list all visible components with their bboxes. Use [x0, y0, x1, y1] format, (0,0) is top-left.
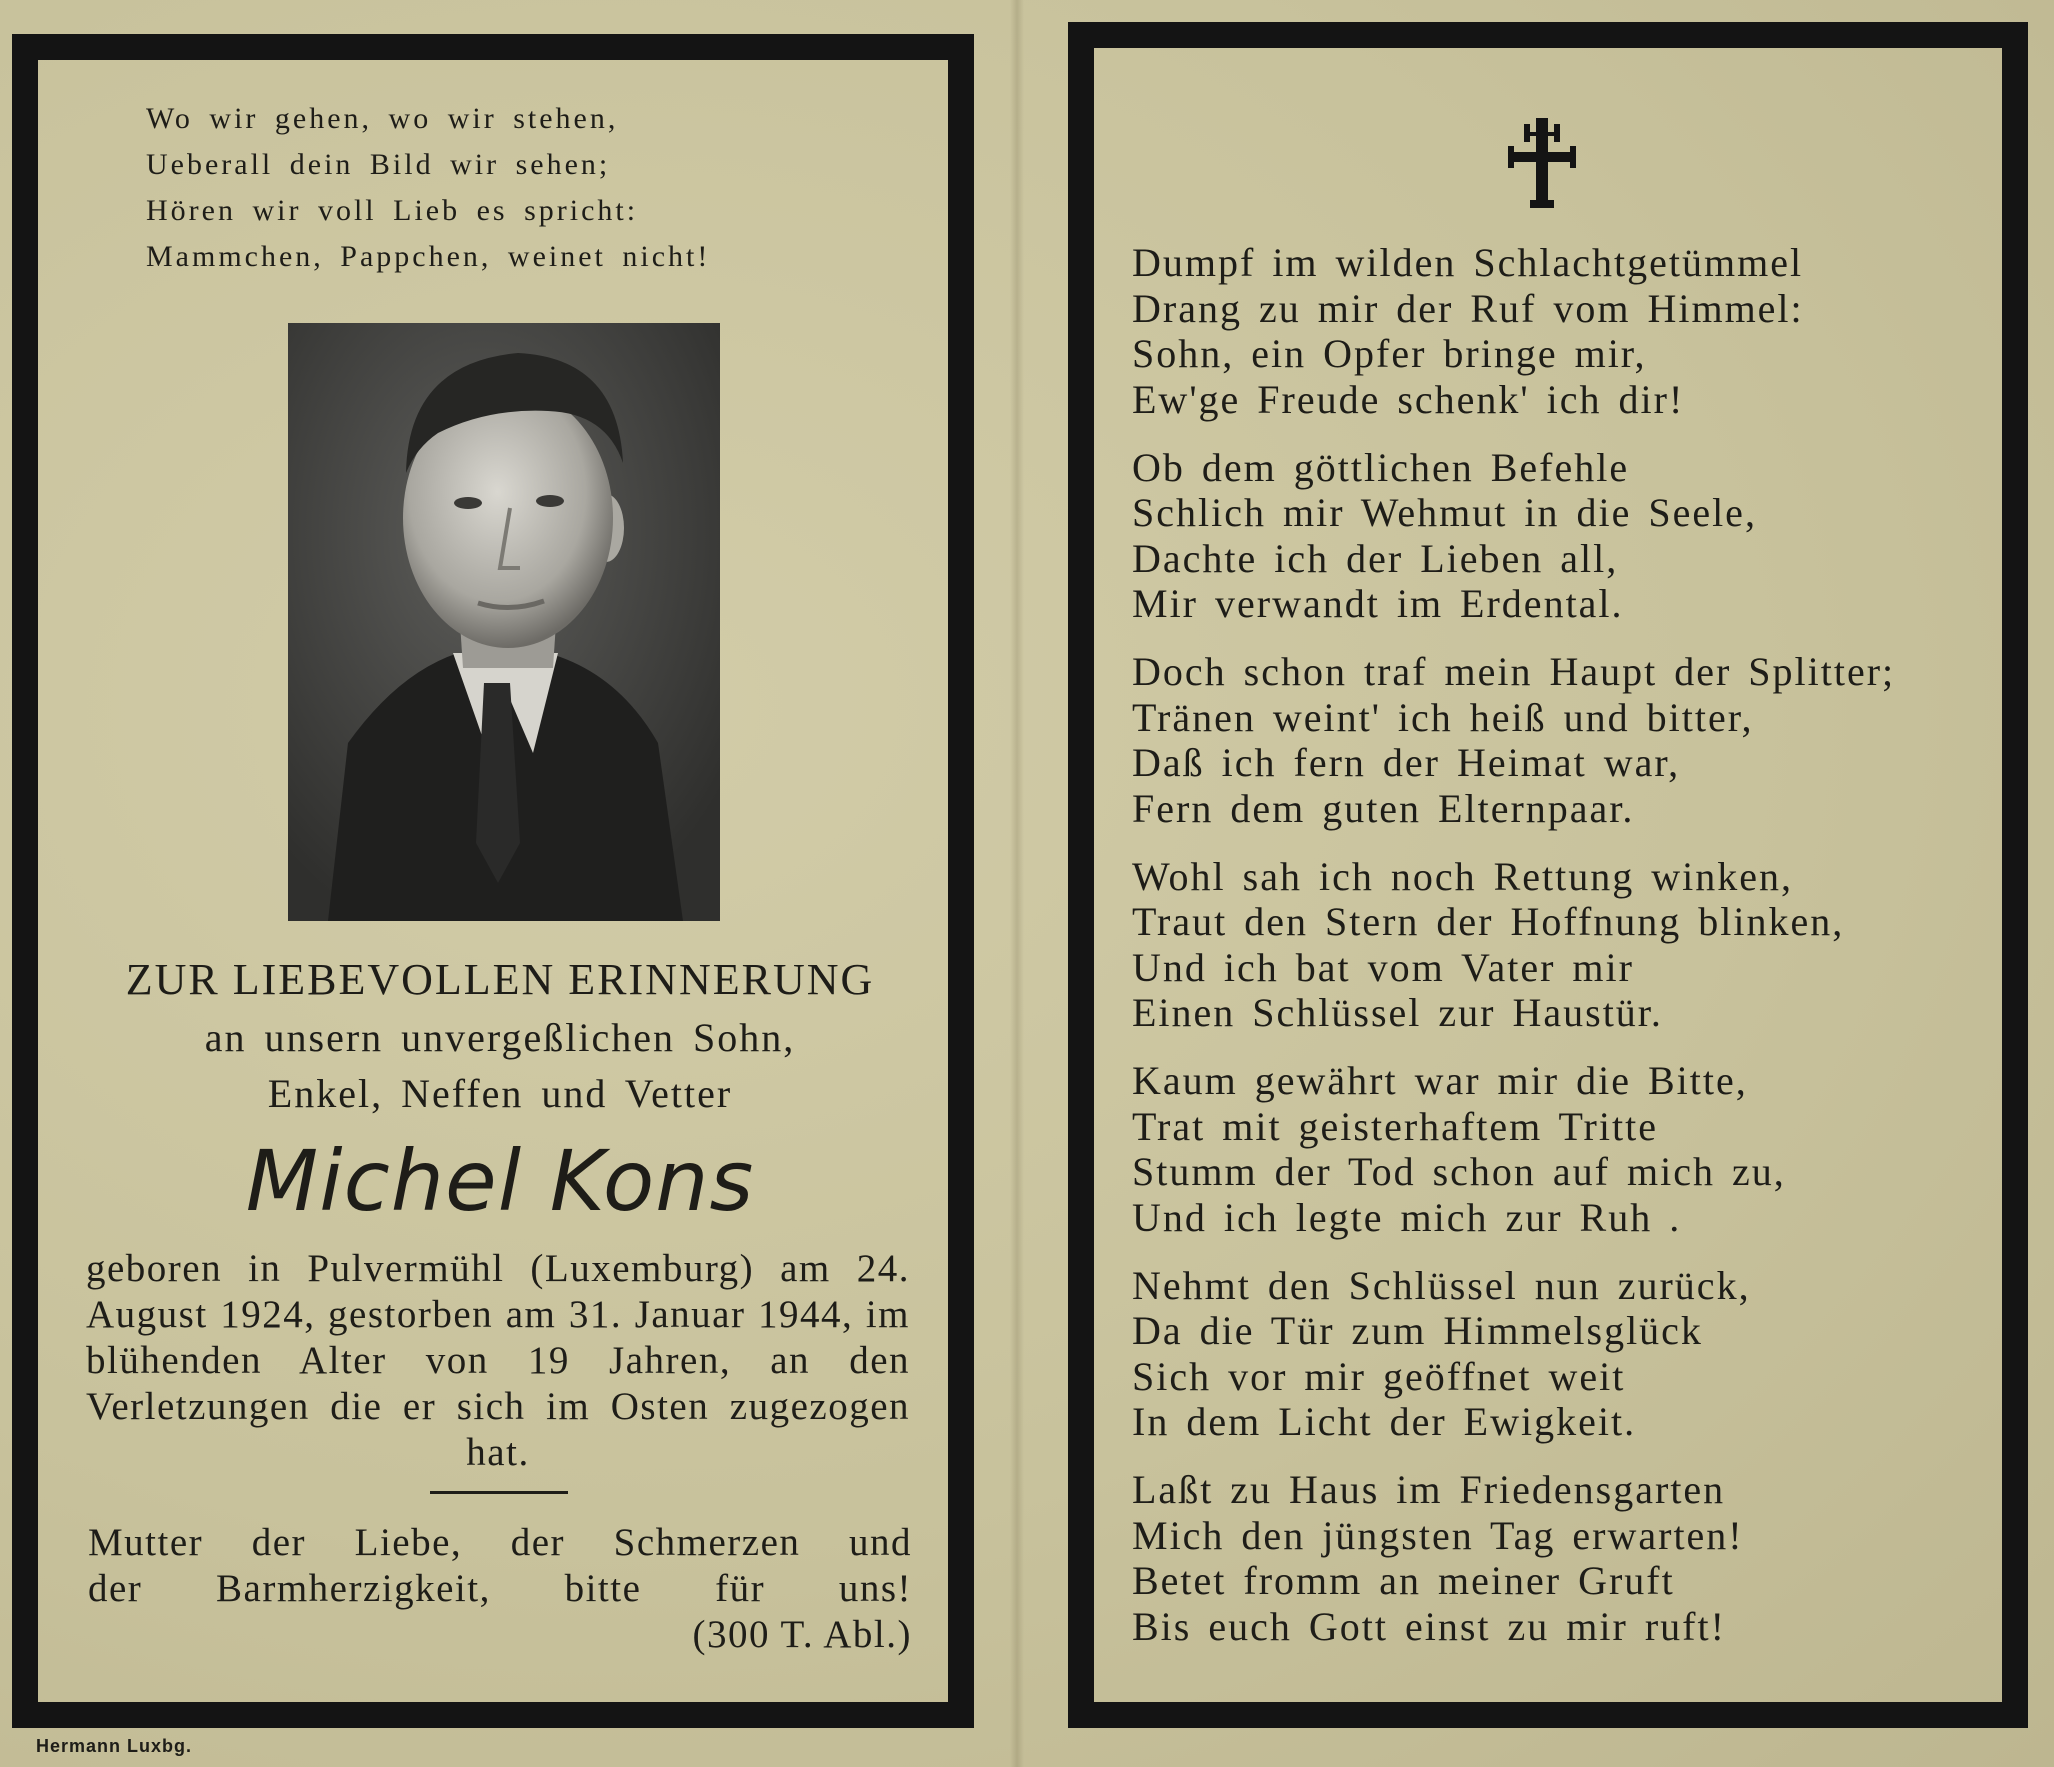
prayer-word: Mutter [88, 1521, 204, 1564]
memorial-subheading: an unsern unvergeßlichen Sohn, [204, 1015, 796, 1060]
verse-line: Wo wir gehen, wo wir stehen, [146, 102, 619, 135]
prayer-text [88, 1520, 912, 1658]
memorial-heading: ZUR LIEBEVOLLEN ERINNERUNG [125, 955, 875, 1004]
poem-line: Da die Tür zum Himmelsglück [1132, 1308, 1703, 1353]
poem-line: Ew'ge Freude schenk' ich dir! [1132, 376, 1685, 422]
poem-line: Mich den jüngsten Tag erwarten! [1132, 1512, 1744, 1558]
prayer-word: der [251, 1521, 307, 1564]
prayer-line [88, 1520, 912, 1566]
prayer-word: Schmerzen [613, 1521, 801, 1564]
prayer-word: der [88, 1567, 143, 1610]
poem-line: Nehmt den Schlüssel nun zurück, [1132, 1262, 1751, 1308]
cross-icon [1508, 118, 1576, 208]
prayer-word: uns! [838, 1567, 912, 1610]
poem-stanza [1132, 649, 2002, 831]
prayer-line [88, 1566, 912, 1612]
printer-imprint: Hermann Luxbg. [36, 1736, 193, 1756]
poem-line: Und ich legte mich zur Ruh . [1132, 1194, 1682, 1240]
portrait-photo [288, 323, 720, 921]
poem-line: Daß ich fern der Heimat war, [1132, 740, 1681, 785]
poem-line: Stumm der Tod schon auf mich zu, [1132, 1149, 1786, 1194]
poem-stanza [1132, 1467, 2002, 1649]
prayer-word: für [715, 1567, 766, 1610]
poem-line: Kaum gewährt war mir die Bitte, [1132, 1058, 1748, 1103]
poem-line: In dem Licht der Ewigkeit. [1132, 1399, 1637, 1444]
prayer-word: und [848, 1521, 912, 1564]
poem-line: Schlich mir Wehmut in die Seele, [1132, 490, 1757, 535]
card-fold [1010, 0, 1024, 1767]
poem-stanza [1132, 1058, 2002, 1240]
memorial-text [60, 950, 940, 1236]
poem-line: Doch schon traf mein Haupt der Splitter; [1132, 649, 1896, 694]
portrait-image [288, 323, 720, 921]
verse-line: Hören wir voll Lieb es spricht: [146, 194, 639, 227]
verse-line: Ueberall dein Bild wir sehen; [146, 148, 611, 181]
poem-line: Dachte ich der Lieben all, [1132, 535, 1619, 581]
poem-line: Trat mit geisterhaftem Tritte [1132, 1103, 1658, 1149]
biography-text: geboren in Pulvermühl (Luxemburg) am 24. August 1924, gestorben am 31. Januar 1944, im blühenden Alter von 19 Jahren, an den Verletzungen die er sich im Osten zugezogen hat. [86, 1247, 910, 1474]
poem-line: Drang zu mir der Ruf vom Himmel: [1132, 285, 1804, 331]
verse-line: Mammchen, Pappchen, weinet nicht! [146, 240, 711, 273]
poem-line: Mir verwandt im Erdental. [1132, 581, 1624, 626]
poem-line: Laßt zu Haus im Friedensgarten [1132, 1467, 1726, 1512]
poem-stanza [1132, 445, 2002, 627]
opening-verse [146, 96, 846, 280]
poem-line: Betet fromm an meiner Gruft [1132, 1558, 1675, 1603]
poem-line: Fern dem guten Elternpaar. [1132, 785, 1635, 831]
poem-line: Dumpf im wilden Schlachtgetümmel [1132, 240, 1804, 285]
indulgence-note: (300 T. Abl.) [692, 1613, 912, 1656]
prayer-word: bitte [564, 1567, 642, 1610]
memorial-subheading: Enkel, Neffen und Vetter [267, 1071, 733, 1116]
poem [1132, 240, 2002, 1672]
poem-stanza [1132, 854, 2002, 1036]
poem-line: Wohl sah ich noch Rettung winken, [1132, 853, 1794, 899]
poem-line: Ob dem göttlichen Befehle [1132, 444, 1630, 490]
poem-stanza [1132, 1263, 2002, 1445]
poem-line: Sohn, ein Opfer bringe mir, [1132, 331, 1647, 376]
divider-line [430, 1491, 568, 1494]
poem-line: Bis euch Gott einst zu mir ruft! [1132, 1603, 1726, 1649]
prayer-word: der [510, 1521, 566, 1564]
prayer-word: Barmherzigkeit, [216, 1567, 491, 1610]
poem-stanza [1132, 240, 2002, 422]
poem-line: Traut den Stern der Hoffnung blinken, [1132, 899, 1845, 944]
poem-line: Tränen weint' ich heiß und bitter, [1132, 694, 1754, 740]
poem-line: Einen Schlüssel zur Haustür. [1132, 990, 1663, 1035]
poem-line: Sich vor mir geöffnet weit [1132, 1353, 1626, 1399]
prayer-word: Liebe, [354, 1521, 463, 1564]
deceased-name: Michel Kons [245, 1132, 755, 1230]
poem-line: Und ich bat vom Vater mir [1132, 944, 1634, 990]
